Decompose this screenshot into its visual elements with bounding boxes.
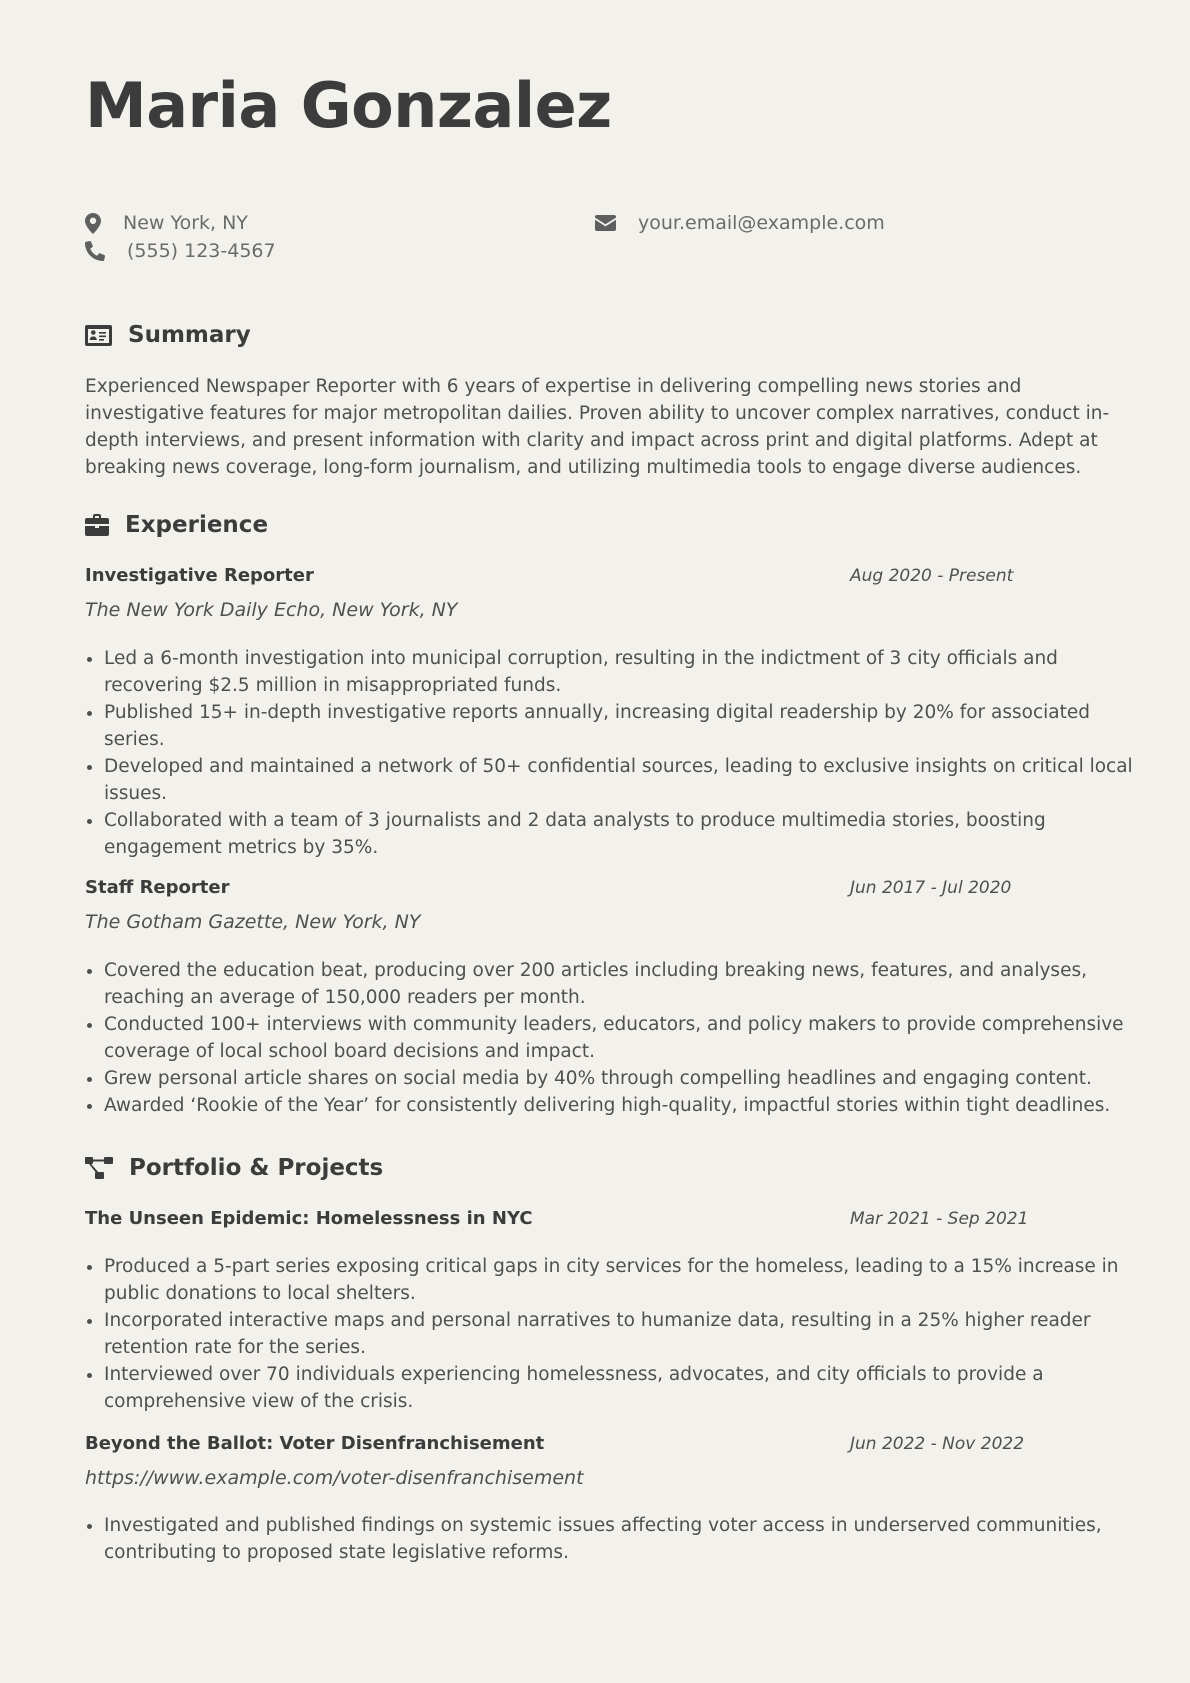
list-item: • Published 15+ in-depth investigative reports annually, increasing digital readership by 20% for associated series. xyxy=(104,699,1134,753)
job-dates: Jun 2017 - Jul 2020 xyxy=(850,878,1012,898)
project-diagram-icon xyxy=(85,1157,113,1179)
phone-icon xyxy=(85,241,105,261)
job-bullets xyxy=(85,645,1134,861)
job-organization: The Gotham Gazette, New York, NY xyxy=(85,911,421,933)
job-organization: The New York Daily Echo, New York, NY xyxy=(85,599,458,621)
summary-text: Experienced Newspaper Reporter with 6 years of expertise in delivering compelling news stories and investigative features for major metropolitan dailies. Proven ability to uncover complex narratives, conduct in-depth interviews, and present information with clarity and impact across print and digital platforms. Adept at breaking news coverage, long-form journalism, and utilizing multimedia tools to engage diverse audiences. xyxy=(85,376,1110,478)
job-bullets xyxy=(85,957,1134,1119)
list-item: • Investigated and published findings on systemic issues affecting voter access in underserved communities, contributing to proposed state legislative reforms. xyxy=(104,1512,1134,1566)
phone-text: (555) 123-4567 xyxy=(127,240,276,262)
email-text[interactable]: your.email@example.com xyxy=(638,212,885,234)
location-text: New York, NY xyxy=(123,212,248,234)
list-item: • Led a 6-month investigation into municipal corruption, resulting in the indictment of 3 city officials and recovering $2.5 million in misappropriated funds. xyxy=(104,645,1134,699)
summary-heading xyxy=(85,322,251,348)
job-title: Investigative Reporter xyxy=(85,565,314,586)
list-item: • Developed and maintained a network of 50+ confidential sources, leading to exclusive insights on critical local issues. xyxy=(104,753,1134,807)
projects-title: Portfolio & Projects xyxy=(129,1155,384,1181)
list-item: • Collaborated with a team of 3 journalists and 2 data analysts to produce multimedia stories, boosting engagement metrics by 35%. xyxy=(104,807,1134,861)
list-item: • Grew personal article shares on social media by 40% through compelling headlines and engaging content. xyxy=(104,1065,1134,1092)
experience-heading xyxy=(85,512,268,538)
candidate-name: Maria Gonzalez xyxy=(85,69,612,142)
project-dates: Jun 2022 - Nov 2022 xyxy=(850,1434,1025,1454)
experience-title: Experience xyxy=(125,512,269,538)
project-bullets xyxy=(85,1512,1134,1566)
contact-email xyxy=(595,212,885,234)
list-item: • Covered the education beat, producing over 200 articles including breaking news, features, and analyses, reaching an average of 150,000 readers per month. xyxy=(104,957,1134,1011)
project-title: Beyond the Ballot: Voter Disenfranchisement xyxy=(85,1433,545,1454)
contact-location xyxy=(85,212,248,234)
briefcase-icon xyxy=(85,514,109,536)
list-item: • Produced a 5-part series exposing critical gaps in city services for the homeless, leading to a 15% increase in public donations to local shelters. xyxy=(104,1253,1134,1307)
list-item: • Conducted 100+ interviews with community leaders, educators, and policy makers to provide comprehensive coverage of local school board decisions and impact. xyxy=(104,1011,1134,1065)
job-title: Staff Reporter xyxy=(85,877,230,898)
projects-heading xyxy=(85,1155,383,1181)
project-bullets xyxy=(85,1253,1134,1415)
list-item: • Incorporated interactive maps and personal narratives to humanize data, resulting in a 25% higher reader retention rate for the series. xyxy=(104,1307,1134,1361)
contact-phone xyxy=(85,240,276,262)
job-dates: Aug 2020 - Present xyxy=(850,566,1014,586)
summary-title: Summary xyxy=(128,322,251,348)
list-item: • Interviewed over 70 individuals experiencing homelessness, advocates, and city officials to provide a comprehensive view of the crisis. xyxy=(104,1361,1134,1415)
list-item: • Awarded ‘Rookie of the Year’ for consistently delivering high-quality, impactful stories within tight deadlines. xyxy=(104,1092,1134,1119)
project-dates: Mar 2021 - Sep 2021 xyxy=(850,1209,1029,1229)
id-card-icon xyxy=(85,325,112,346)
project-url[interactable]: https://www.example.com/voter-disenfranchisement xyxy=(85,1467,584,1489)
project-title: The Unseen Epidemic: Homelessness in NYC xyxy=(85,1208,533,1229)
envelope-icon xyxy=(595,215,616,231)
map-marker-icon xyxy=(85,213,101,234)
